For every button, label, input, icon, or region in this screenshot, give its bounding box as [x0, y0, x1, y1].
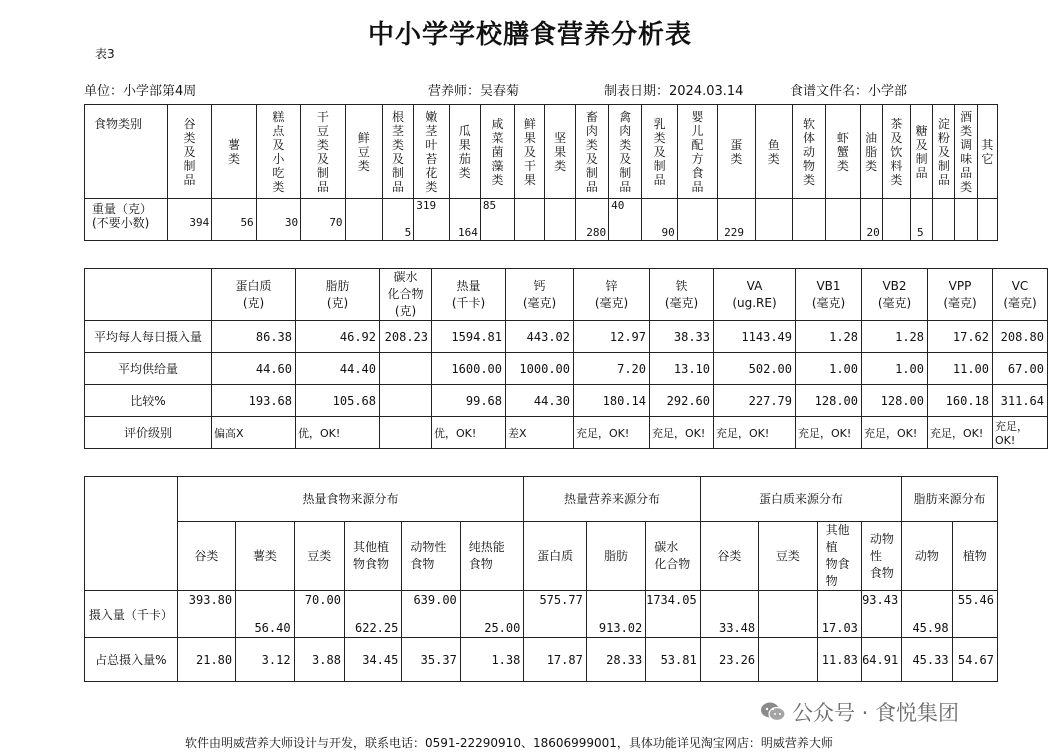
intake-cell: 1734.05 [646, 591, 700, 638]
nutrient-value-cell: 292.60 [650, 385, 714, 417]
food-category-header: 蛋类 [718, 105, 755, 199]
nutrient-value-cell: 44.30 [506, 385, 574, 417]
nutrient-value-cell: 67.00 [993, 353, 1048, 385]
food-category-header: 软体动物类 [792, 105, 825, 199]
heat-food-source-header: 热量食物来源分布 [177, 477, 524, 522]
food-category-header: 干豆类及制品 [301, 105, 345, 199]
intake-cell: 33.48 [700, 591, 758, 638]
food-category-header: 虾蟹类 [826, 105, 860, 199]
nutrient-value-cell: 38.33 [650, 321, 714, 353]
source-subheader: 蛋白质 [524, 522, 586, 591]
food-weight-cell [933, 199, 955, 241]
nutrient-value-cell: 193.68 [212, 385, 296, 417]
source-subheader: 动物性 食物 [402, 522, 460, 591]
intake-row-label: 摄入量（千卡） [85, 591, 178, 638]
nutrient-value-cell: 充足，OK! [993, 417, 1048, 449]
food-category-header: 鲜果及干果 [515, 105, 545, 199]
weight-label: 重量（克） (不要小数) [85, 199, 168, 241]
page-title: 中小学学校膳食营养分析表 [367, 20, 692, 50]
intake-cell: 55.46 [952, 591, 997, 638]
nutrient-value-cell: 1594.81 [432, 321, 506, 353]
nutrient-value-cell: 180.14 [574, 385, 650, 417]
nutrient-header: VA (ug.RE) [714, 269, 796, 321]
food-category-header: 油脂类 [860, 105, 882, 199]
food-category-header: 咸菜菌藻类 [480, 105, 514, 199]
percent-cell: 54.67 [952, 638, 997, 682]
nutrient-value-cell: 充足，OK! [928, 417, 993, 449]
food-weight-cell [826, 199, 860, 241]
nutrient-header: 脂肪 (克) [296, 269, 380, 321]
nutrient-value-cell: 1600.00 [432, 353, 506, 385]
source-subheader: 豆类 [759, 522, 817, 591]
food-category-header: 鲜豆类 [345, 105, 382, 199]
nutrient-value-cell: 86.38 [212, 321, 296, 353]
nutrient-value-cell: 13.10 [650, 353, 714, 385]
percent-cell: 3.12 [236, 638, 294, 682]
source-subheader: 其他植 物食物 [817, 522, 861, 591]
source-subheader: 薯类 [236, 522, 294, 591]
percent-cell: 17.87 [524, 638, 586, 682]
food-weight-cell: 30 [256, 199, 300, 241]
nutrient-value-cell: 502.00 [714, 353, 796, 385]
food-category-header: 坚果类 [545, 105, 575, 199]
wechat-icon [760, 701, 786, 728]
source-subheader: 豆类 [294, 522, 344, 591]
nutrient-value-cell: 偏高X [212, 417, 296, 449]
intake-cell: 93.43 [861, 591, 901, 638]
nutrient-header: VC (毫克) [993, 269, 1048, 321]
source-subheader: 谷类 [177, 522, 235, 591]
nutrient-value-cell: 优，OK! [296, 417, 380, 449]
nutrient-table [84, 268, 1048, 449]
food-category-header: 乳类及制品 [642, 105, 677, 199]
nutrient-value-cell: 1.00 [862, 353, 928, 385]
nutrient-value-cell: 充足，OK! [796, 417, 862, 449]
food-weight-cell: 229 [718, 199, 755, 241]
source-subheader: 其他植 物食物 [344, 522, 401, 591]
nutrient-value-cell: 208.23 [380, 321, 432, 353]
nutrient-value-cell [380, 385, 432, 417]
food-weight-cell [882, 199, 910, 241]
nutrient-value-cell: 优，OK! [432, 417, 506, 449]
food-weight-cell: 90 [642, 199, 677, 241]
source-subheader: 谷类 [700, 522, 758, 591]
food-category-header: 糕点及小吃类 [256, 105, 300, 199]
source-subheader: 植物 [952, 522, 997, 591]
food-weight-cell: 164 [449, 199, 480, 241]
nutrient-value-cell: 128.00 [862, 385, 928, 417]
food-weight-cell: 40 [609, 199, 642, 241]
intake-cell [759, 591, 817, 638]
food-weight-cell: 280 [575, 199, 608, 241]
intake-cell: 575.77 [524, 591, 586, 638]
food-category-header: 禽肉类及制品 [609, 105, 642, 199]
nutrient-value-cell: 充足，OK! [862, 417, 928, 449]
nutrient-header: 碳水 化合物 (克) [380, 269, 432, 321]
nutrient-value-cell: 311.64 [993, 385, 1048, 417]
nutrient-value-cell: 227.79 [714, 385, 796, 417]
nutrient-header-corner [85, 269, 212, 321]
food-category-header: 嫩茎叶苔花类 [414, 105, 449, 199]
intake-cell: 45.98 [902, 591, 952, 638]
nutrient-value-cell: 208.80 [993, 321, 1048, 353]
percent-cell: 1.38 [460, 638, 524, 682]
nutrient-header: VB2 (毫克) [862, 269, 928, 321]
intake-cell: 56.40 [236, 591, 294, 638]
nutrient-header: VB1 (毫克) [796, 269, 862, 321]
nutrient-value-cell: 1.28 [796, 321, 862, 353]
percent-cell [759, 638, 817, 682]
food-category-header: 瓜果茄类 [449, 105, 480, 199]
nutrient-value-cell: 443.02 [506, 321, 574, 353]
food-category-header: 根茎类及制品 [382, 105, 413, 199]
nutrient-value-cell: 160.18 [928, 385, 993, 417]
nutrient-value-cell: 46.92 [296, 321, 380, 353]
percent-cell: 23.26 [700, 638, 758, 682]
nutrient-value-cell [380, 353, 432, 385]
nutrient-value-cell: 99.68 [432, 385, 506, 417]
food-weight-cell [792, 199, 825, 241]
nutrient-header: VPP (毫克) [928, 269, 993, 321]
nutrient-value-cell: 差X [506, 417, 574, 449]
nutrient-row-label: 平均供给量 [85, 353, 212, 385]
nutrient-value-cell: 充足，OK! [650, 417, 714, 449]
percent-cell: 53.81 [646, 638, 700, 682]
source-distribution-table [84, 476, 998, 682]
percent-cell: 3.88 [294, 638, 344, 682]
food-category-label: 食物类别 [85, 105, 168, 199]
nutrient-value-cell: 充足，OK! [574, 417, 650, 449]
nutrient-value-cell: 11.00 [928, 353, 993, 385]
percent-cell: 21.80 [177, 638, 235, 682]
nutrient-row-label: 评价级别 [85, 417, 212, 449]
nutrient-value-cell: 44.60 [212, 353, 296, 385]
food-category-header: 薯类 [212, 105, 256, 199]
footer-note: 软件由明威营养大师设计与开发，联系电话：0591-22290910、18606999001，具体功能详见淘宝网店：明威营养大师 [185, 736, 833, 750]
source-header-corner [85, 477, 178, 591]
nutrient-header: 钙 (毫克) [506, 269, 574, 321]
nutrient-value-cell: 1000.00 [506, 353, 574, 385]
food-weight-cell: 5 [382, 199, 413, 241]
food-weight-cell [545, 199, 575, 241]
nutrient-row-label: 平均每人每日摄入量 [85, 321, 212, 353]
percent-cell: 35.37 [402, 638, 460, 682]
percent-row-label: 占总摄入量% [85, 638, 178, 682]
intake-cell: 17.03 [817, 591, 861, 638]
food-weight-cell: 85 [480, 199, 514, 241]
nutrient-value-cell: 17.62 [928, 321, 993, 353]
food-weight-cell: 5 [911, 199, 933, 241]
nutrient-header: 锌 (毫克) [574, 269, 650, 321]
food-weight-cell [515, 199, 545, 241]
food-category-header: 淀粉及制品 [933, 105, 955, 199]
intake-cell: 70.00 [294, 591, 344, 638]
intake-cell: 639.00 [402, 591, 460, 638]
food-weight-cell: 56 [212, 199, 256, 241]
protein-source-header: 蛋白质来源分布 [700, 477, 902, 522]
percent-cell: 45.33 [902, 638, 952, 682]
watermark: 公众号 · 食悦集团 [760, 697, 959, 728]
nutrient-value-cell: 充足，OK! [714, 417, 796, 449]
nutrient-header: 蛋白质 (克) [212, 269, 296, 321]
heat-nutrient-source-header: 热量营养来源分布 [524, 477, 700, 522]
source-subheader: 脂肪 [586, 522, 645, 591]
food-category-table [84, 104, 998, 241]
fat-source-header: 脂肪来源分布 [902, 477, 998, 522]
food-weight-cell [677, 199, 717, 241]
food-category-header: 茶及饮料类 [882, 105, 910, 199]
food-weight-cell [977, 199, 997, 241]
nutrient-value-cell: 7.20 [574, 353, 650, 385]
intake-cell: 25.00 [460, 591, 524, 638]
nutrient-value-cell: 44.40 [296, 353, 380, 385]
nutritionist-label: 营养师：吴春菊 [428, 84, 520, 99]
nutrient-value-cell: 1143.49 [714, 321, 796, 353]
source-subheader: 动物性 食物 [861, 522, 901, 591]
intake-cell: 913.02 [586, 591, 645, 638]
food-weight-cell [955, 199, 977, 241]
food-category-header: 婴儿配方食品 [677, 105, 717, 199]
nutrient-value-cell: 1.00 [796, 353, 862, 385]
food-category-header: 糖及制品 [911, 105, 933, 199]
food-category-header: 谷类及制品 [167, 105, 211, 199]
percent-cell: 11.83 [817, 638, 861, 682]
nutrient-value-cell: 12.97 [574, 321, 650, 353]
date-label: 制表日期：2024.03.14 [604, 84, 744, 99]
food-weight-cell [345, 199, 382, 241]
nutrient-header: 铁 (毫克) [650, 269, 714, 321]
source-subheader: 碳水 化合物 [646, 522, 700, 591]
intake-cell: 393.80 [177, 591, 235, 638]
food-category-header: 鱼类 [755, 105, 792, 199]
nutrient-value-cell: 128.00 [796, 385, 862, 417]
nutrient-value-cell [380, 417, 432, 449]
food-category-header: 酒类调味品类 [955, 105, 977, 199]
unit-label: 单位：小学部第4周 [84, 84, 197, 99]
nutrient-row-label: 比较% [85, 385, 212, 417]
percent-cell: 64.91 [861, 638, 901, 682]
food-weight-cell: 319 [414, 199, 449, 241]
food-weight-cell: 20 [860, 199, 882, 241]
food-category-header: 其它 [977, 105, 997, 199]
percent-cell: 34.45 [344, 638, 401, 682]
food-weight-cell [755, 199, 792, 241]
intake-cell: 622.25 [344, 591, 401, 638]
nutrient-header: 热量 (千卡) [432, 269, 506, 321]
food-category-header: 畜肉类及制品 [575, 105, 608, 199]
table-number: 表3 [95, 47, 115, 61]
source-subheader: 动物 [902, 522, 952, 591]
food-weight-cell: 70 [301, 199, 345, 241]
nutrient-value-cell: 105.68 [296, 385, 380, 417]
food-weight-cell: 394 [167, 199, 211, 241]
percent-cell: 28.33 [586, 638, 645, 682]
nutrient-value-cell: 1.28 [862, 321, 928, 353]
menu-file-label: 食谱文件名：小学部 [790, 84, 908, 99]
source-subheader: 纯热能 食物 [460, 522, 524, 591]
